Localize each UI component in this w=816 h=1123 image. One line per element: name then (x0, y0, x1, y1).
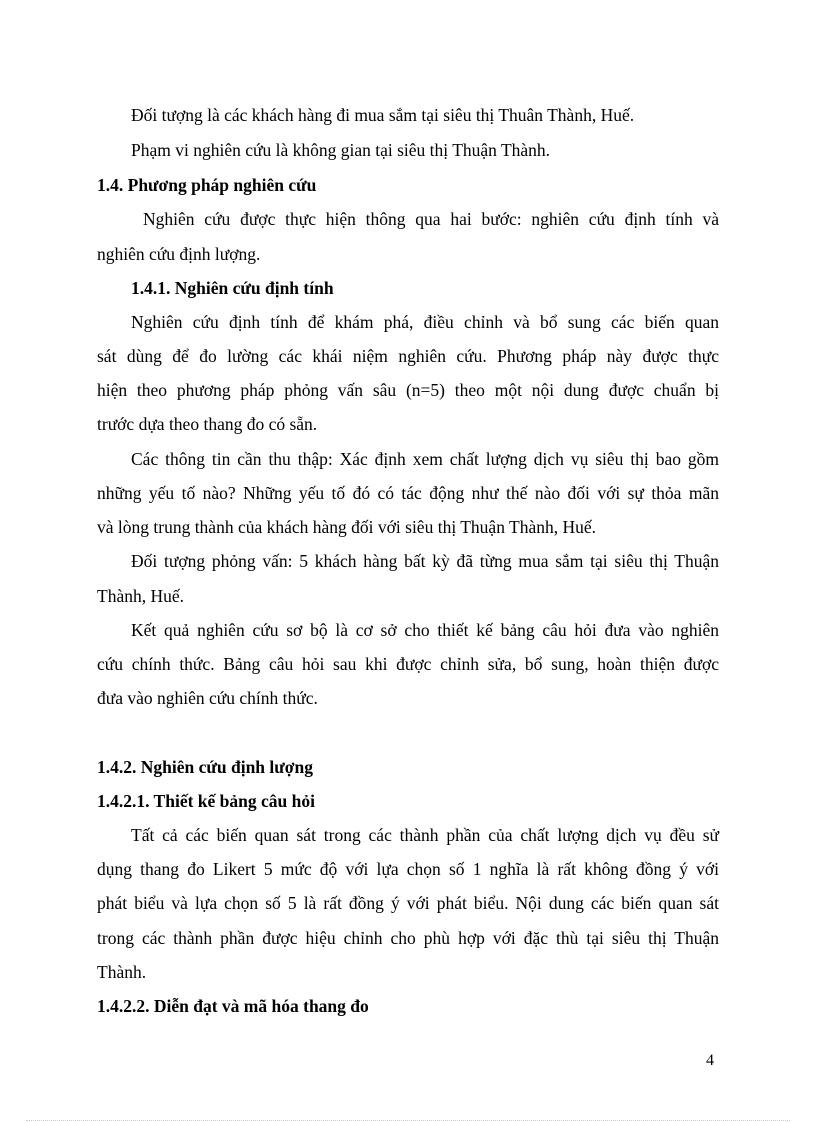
paragraph-line: nghiên cứu định lượng. (97, 244, 261, 264)
paragraph-line: cứu chính thức. Bảng câu hỏi sau khi được chỉnh sửa, bổ sung, hoàn thiện được (97, 654, 719, 674)
paragraph-line: Tất cả các biến quan sát trong các thành phần của chất lượng dịch vụ đều sử (131, 825, 719, 845)
paragraph-line: Các thông tin cần thu thập: Xác định xem chất lượng dịch vụ siêu thị bao gồm (131, 449, 719, 469)
paragraph-line: Nghiên cứu được thực hiện thông qua hai bước: nghiên cứu định tính và (143, 209, 719, 229)
paragraph-line: Kết quả nghiên cứu sơ bộ là cơ sở cho thiết kế bảng câu hỏi đưa vào nghiên (131, 620, 719, 640)
paragraph-line: những yếu tố nào? Những yếu tố đó có tác động như thế nào đối với sự thỏa mãn (97, 483, 719, 503)
subsection-heading: 1.4.2.2. Diễn đạt và mã hóa thang đo (97, 996, 369, 1016)
paragraph-line: Thành, Huế. (97, 586, 184, 606)
paragraph-line: đưa vào nghiên cứu chính thức. (97, 688, 318, 708)
page-number: 4 (706, 1052, 714, 1069)
paragraph-line: sát dùng để đo lường các khái niệm nghiên cứu. Phương pháp này được thực (97, 346, 719, 366)
paragraph-line: và lòng trung thành của khách hàng đối với siêu thị Thuận Thành, Huế. (97, 517, 596, 537)
paragraph-line: trong các thành phần được hiệu chỉnh cho phù hợp với đặc thù tại siêu thị Thuận (97, 928, 719, 948)
paragraph-line: Nghiên cứu định tính để khám phá, điều chỉnh và bổ sung các biến quan (131, 312, 719, 332)
paragraph-line: hiện theo phương pháp phỏng vấn sâu (n=5) theo một nội dung được chuẩn bị (97, 380, 719, 400)
paragraph-line: Đối tượng là các khách hàng đi mua sắm tại siêu thị Thuân Thành, Huế. (131, 105, 635, 125)
page-bottom-divider (26, 1120, 790, 1121)
paragraph-line: phát biểu và lựa chọn số 5 là rất đồng ý với phát biểu. Nội dung các biến quan sát (97, 893, 719, 913)
paragraph-line: Đối tượng phỏng vấn: 5 khách hàng bất kỳ đã từng mua sắm tại siêu thị Thuận (131, 551, 719, 571)
subsection-heading: 1.4.2.1. Thiết kế bảng câu hỏi (97, 791, 315, 811)
paragraph-line: dụng thang đo Likert 5 mức độ với lựa chọn số 1 nghĩa là rất không đồng ý với (97, 859, 719, 879)
section-heading: 1.4. Phương pháp nghiên cứu (97, 175, 317, 195)
subsection-heading: 1.4.2. Nghiên cứu định lượng (97, 757, 313, 777)
paragraph-line: Phạm vi nghiên cứu là không gian tại siêu thị Thuận Thành. (131, 140, 551, 160)
subsection-heading: 1.4.1. Nghiên cứu định tính (131, 278, 334, 298)
paragraph-line: Thành. (97, 962, 147, 982)
paragraph-line: trước dựa theo thang đo có sẵn. (97, 414, 318, 434)
